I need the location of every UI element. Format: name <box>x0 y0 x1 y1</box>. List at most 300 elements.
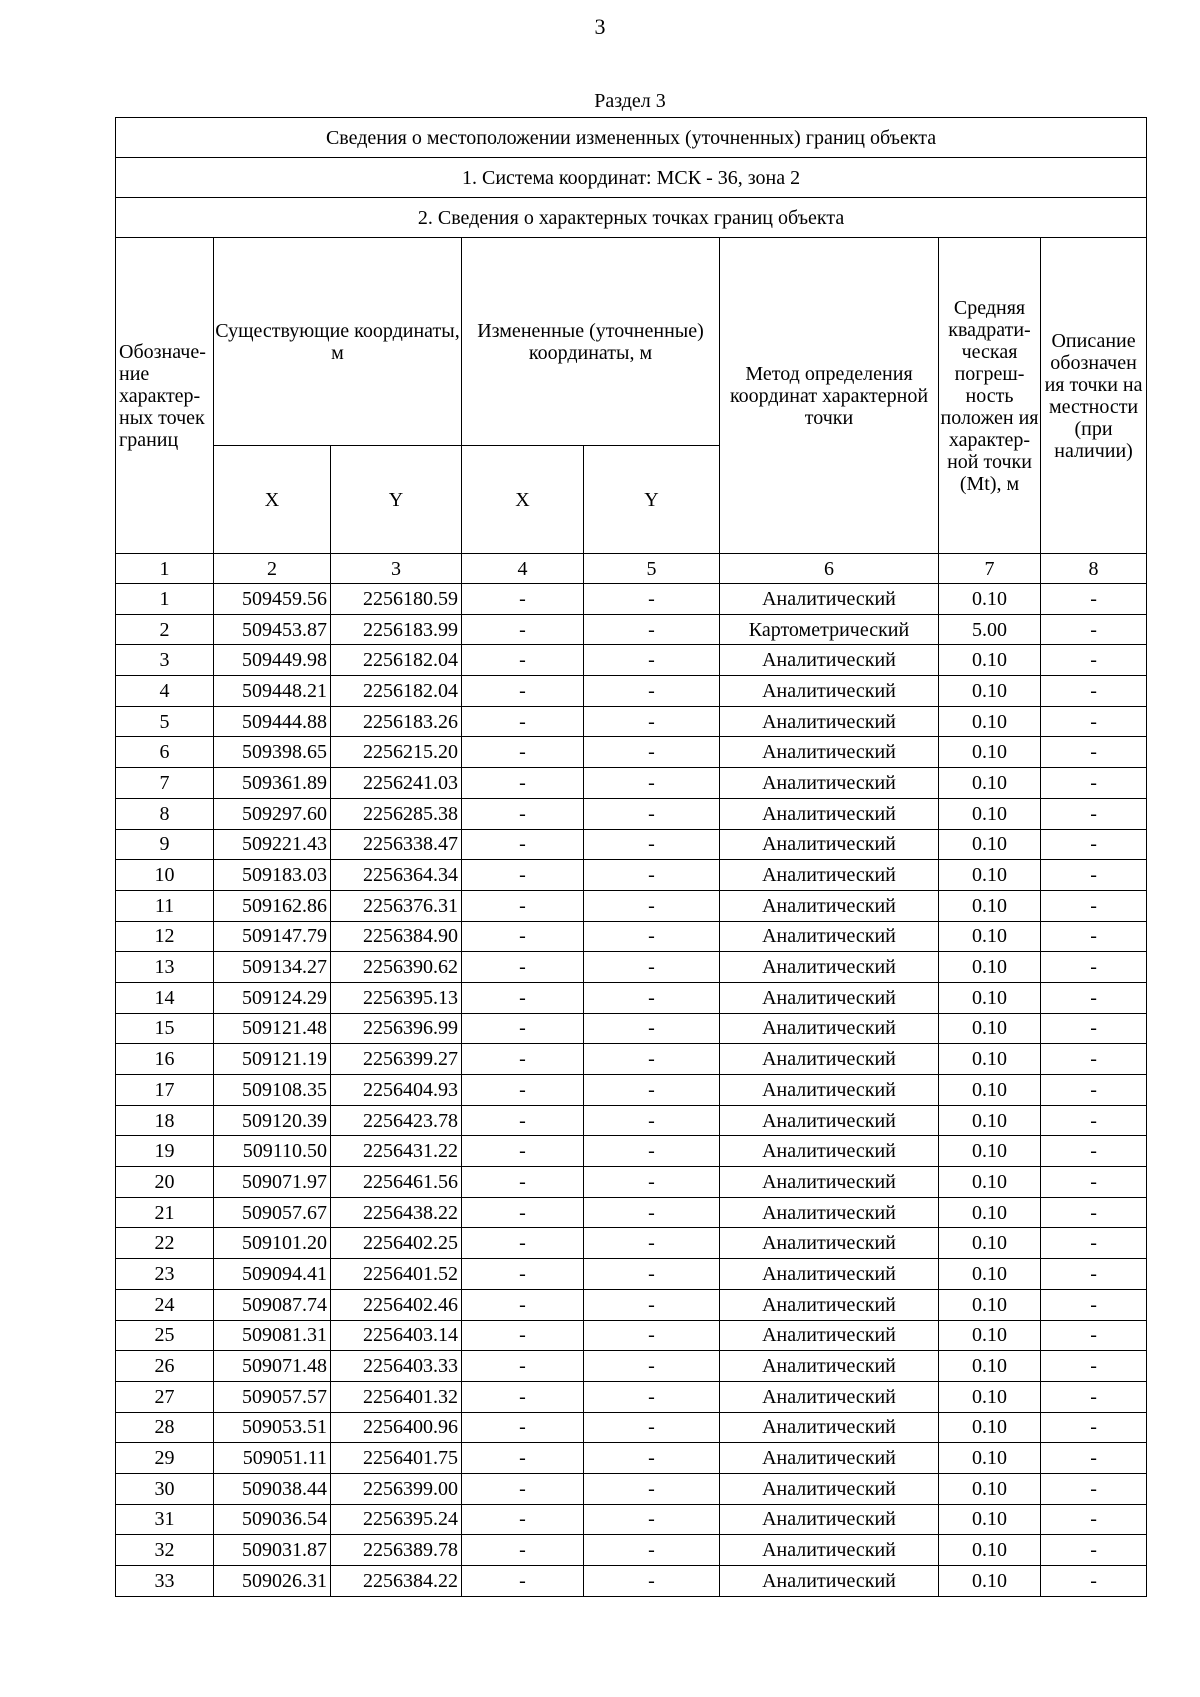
description-cell: - <box>1041 1535 1147 1566</box>
column-number: 4 <box>462 554 584 584</box>
changed-x-cell: - <box>462 1566 584 1597</box>
point-number-cell: 26 <box>116 1351 214 1382</box>
table-row <box>116 1167 1147 1198</box>
header-designation: Обозначе-ние характер-ных точек границ <box>116 238 214 554</box>
existing-y-cell: 2256183.26 <box>331 706 462 737</box>
description-cell: - <box>1041 890 1147 921</box>
description-cell: - <box>1041 1197 1147 1228</box>
point-number-cell: 1 <box>116 584 214 615</box>
method-cell: Аналитический <box>720 921 939 952</box>
description-cell: - <box>1041 706 1147 737</box>
changed-y-cell: - <box>584 798 720 829</box>
method-cell: Аналитический <box>720 890 939 921</box>
existing-y-cell: 2256182.04 <box>331 676 462 707</box>
method-cell: Аналитический <box>720 1075 939 1106</box>
table-row <box>116 1320 1147 1351</box>
changed-y-cell: - <box>584 1381 720 1412</box>
table-row <box>116 676 1147 707</box>
mt-cell: 0.10 <box>939 1320 1041 1351</box>
existing-x-cell: 509398.65 <box>214 737 331 768</box>
description-cell: - <box>1041 1412 1147 1443</box>
existing-y-cell: 2256182.04 <box>331 645 462 676</box>
table-row <box>116 1351 1147 1382</box>
existing-y-cell: 2256423.78 <box>331 1105 462 1136</box>
changed-y-cell: - <box>584 676 720 707</box>
method-cell: Аналитический <box>720 829 939 860</box>
table-row <box>116 1259 1147 1290</box>
section-label: Раздел 3 <box>594 90 666 112</box>
table-row <box>116 860 1147 891</box>
table-row <box>116 890 1147 921</box>
point-number-cell: 22 <box>116 1228 214 1259</box>
description-cell: - <box>1041 1504 1147 1535</box>
point-number-cell: 16 <box>116 1044 214 1075</box>
changed-y-cell: - <box>584 860 720 891</box>
existing-x-cell: 509108.35 <box>214 1075 331 1106</box>
existing-y-cell: 2256399.27 <box>331 1044 462 1075</box>
changed-x-cell: - <box>462 1197 584 1228</box>
existing-x-cell: 509057.67 <box>214 1197 331 1228</box>
mt-cell: 0.10 <box>939 1013 1041 1044</box>
coordinate-system: 1. Система координат: МСК - 36, зона 2 <box>116 158 1147 198</box>
changed-y-cell: - <box>584 952 720 983</box>
table-row <box>116 706 1147 737</box>
table-row <box>116 1075 1147 1106</box>
changed-y-cell: - <box>584 982 720 1013</box>
changed-y-cell: - <box>584 645 720 676</box>
table-row <box>116 1473 1147 1504</box>
table-row <box>116 1504 1147 1535</box>
existing-x-cell: 509031.87 <box>214 1535 331 1566</box>
point-number-cell: 31 <box>116 1504 214 1535</box>
point-number-cell: 29 <box>116 1443 214 1474</box>
description-cell: - <box>1041 1228 1147 1259</box>
changed-x-cell: - <box>462 921 584 952</box>
description-cell: - <box>1041 737 1147 768</box>
description-cell: - <box>1041 645 1147 676</box>
page-number: 3 <box>594 14 606 39</box>
description-cell: - <box>1041 768 1147 799</box>
existing-x-cell: 509162.86 <box>214 890 331 921</box>
method-cell: Аналитический <box>720 737 939 768</box>
method-cell: Аналитический <box>720 1566 939 1597</box>
changed-y-cell: - <box>584 1443 720 1474</box>
mt-cell: 0.10 <box>939 1075 1041 1106</box>
changed-x-cell: - <box>462 1443 584 1474</box>
header-method: Метод определения координат характерной точки <box>720 238 939 554</box>
header-existing-coordinates: Существующие координаты, м <box>214 238 462 446</box>
changed-y-cell: - <box>584 1228 720 1259</box>
description-cell: - <box>1041 1075 1147 1106</box>
changed-y-cell: - <box>584 829 720 860</box>
changed-x-cell: - <box>462 706 584 737</box>
boundary-points-table <box>115 117 1147 1597</box>
existing-y-cell: 2256390.62 <box>331 952 462 983</box>
changed-y-cell: - <box>584 1105 720 1136</box>
changed-x-cell: - <box>462 1351 584 1382</box>
existing-y-cell: 2256402.46 <box>331 1289 462 1320</box>
existing-x-cell: 509448.21 <box>214 676 331 707</box>
changed-y-cell: - <box>584 706 720 737</box>
method-cell: Аналитический <box>720 1197 939 1228</box>
description-cell: - <box>1041 1566 1147 1597</box>
table-row <box>116 798 1147 829</box>
header-existing-x: X <box>214 446 331 554</box>
changed-x-cell: - <box>462 1504 584 1535</box>
existing-x-cell: 509110.50 <box>214 1136 331 1167</box>
description-cell: - <box>1041 1473 1147 1504</box>
description-cell: - <box>1041 1105 1147 1136</box>
existing-x-cell: 509459.56 <box>214 584 331 615</box>
method-cell: Аналитический <box>720 860 939 891</box>
mt-cell: 0.10 <box>939 798 1041 829</box>
mt-cell: 0.10 <box>939 1412 1041 1443</box>
existing-x-cell: 509147.79 <box>214 921 331 952</box>
existing-y-cell: 2256396.99 <box>331 1013 462 1044</box>
changed-y-cell: - <box>584 1075 720 1106</box>
existing-y-cell: 2256399.00 <box>331 1473 462 1504</box>
table-row <box>116 1044 1147 1075</box>
method-cell: Аналитический <box>720 1381 939 1412</box>
description-cell: - <box>1041 1320 1147 1351</box>
existing-x-cell: 509057.57 <box>214 1381 331 1412</box>
method-cell: Аналитический <box>720 1351 939 1382</box>
changed-x-cell: - <box>462 1228 584 1259</box>
existing-y-cell: 2256400.96 <box>331 1412 462 1443</box>
existing-x-cell: 509183.03 <box>214 860 331 891</box>
header-changed-x: X <box>462 446 584 554</box>
point-number-cell: 6 <box>116 737 214 768</box>
existing-y-cell: 2256180.59 <box>331 584 462 615</box>
existing-y-cell: 2256404.93 <box>331 1075 462 1106</box>
existing-y-cell: 2256384.22 <box>331 1566 462 1597</box>
point-number-cell: 11 <box>116 890 214 921</box>
point-number-cell: 2 <box>116 614 214 645</box>
method-cell: Аналитический <box>720 676 939 707</box>
method-cell: Аналитический <box>720 768 939 799</box>
description-cell: - <box>1041 982 1147 1013</box>
point-number-cell: 5 <box>116 706 214 737</box>
changed-y-cell: - <box>584 614 720 645</box>
mt-cell: 0.10 <box>939 1105 1041 1136</box>
existing-x-cell: 509094.41 <box>214 1259 331 1290</box>
point-number-cell: 20 <box>116 1167 214 1198</box>
changed-x-cell: - <box>462 676 584 707</box>
changed-y-cell: - <box>584 1473 720 1504</box>
changed-x-cell: - <box>462 1105 584 1136</box>
changed-x-cell: - <box>462 584 584 615</box>
table-row <box>116 1566 1147 1597</box>
changed-x-cell: - <box>462 1381 584 1412</box>
existing-y-cell: 2256395.24 <box>331 1504 462 1535</box>
description-cell: - <box>1041 1013 1147 1044</box>
existing-y-cell: 2256401.75 <box>331 1443 462 1474</box>
existing-y-cell: 2256215.20 <box>331 737 462 768</box>
mt-cell: 5.00 <box>939 614 1041 645</box>
mt-cell: 0.10 <box>939 676 1041 707</box>
mt-cell: 0.10 <box>939 1566 1041 1597</box>
changed-y-cell: - <box>584 890 720 921</box>
table-row <box>116 1197 1147 1228</box>
existing-x-cell: 509121.19 <box>214 1044 331 1075</box>
method-cell: Аналитический <box>720 1136 939 1167</box>
existing-y-cell: 2256376.31 <box>331 890 462 921</box>
point-number-cell: 32 <box>116 1535 214 1566</box>
changed-y-cell: - <box>584 1289 720 1320</box>
method-cell: Аналитический <box>720 1504 939 1535</box>
changed-x-cell: - <box>462 768 584 799</box>
changed-x-cell: - <box>462 645 584 676</box>
existing-y-cell: 2256183.99 <box>331 614 462 645</box>
table-row <box>116 1535 1147 1566</box>
mt-cell: 0.10 <box>939 706 1041 737</box>
mt-cell: 0.10 <box>939 1381 1041 1412</box>
method-cell: Аналитический <box>720 952 939 983</box>
point-number-cell: 25 <box>116 1320 214 1351</box>
point-number-cell: 3 <box>116 645 214 676</box>
existing-y-cell: 2256431.22 <box>331 1136 462 1167</box>
existing-x-cell: 509124.29 <box>214 982 331 1013</box>
existing-x-cell: 509036.54 <box>214 1504 331 1535</box>
changed-x-cell: - <box>462 1535 584 1566</box>
changed-x-cell: - <box>462 982 584 1013</box>
existing-y-cell: 2256389.78 <box>331 1535 462 1566</box>
table-row <box>116 829 1147 860</box>
existing-x-cell: 509081.31 <box>214 1320 331 1351</box>
point-number-cell: 13 <box>116 952 214 983</box>
description-cell: - <box>1041 860 1147 891</box>
existing-y-cell: 2256395.13 <box>331 982 462 1013</box>
changed-x-cell: - <box>462 1075 584 1106</box>
existing-x-cell: 509297.60 <box>214 798 331 829</box>
mt-cell: 0.10 <box>939 829 1041 860</box>
changed-y-cell: - <box>584 1197 720 1228</box>
table-row <box>116 921 1147 952</box>
method-cell: Аналитический <box>720 1105 939 1136</box>
existing-x-cell: 509101.20 <box>214 1228 331 1259</box>
mt-cell: 0.10 <box>939 860 1041 891</box>
changed-y-cell: - <box>584 1566 720 1597</box>
existing-x-cell: 509053.51 <box>214 1412 331 1443</box>
column-number: 7 <box>939 554 1041 584</box>
method-cell: Аналитический <box>720 798 939 829</box>
existing-y-cell: 2256241.03 <box>331 768 462 799</box>
changed-y-cell: - <box>584 1412 720 1443</box>
point-number-cell: 7 <box>116 768 214 799</box>
changed-y-cell: - <box>584 1013 720 1044</box>
mt-cell: 0.10 <box>939 921 1041 952</box>
description-cell: - <box>1041 1259 1147 1290</box>
table-row <box>116 1381 1147 1412</box>
mt-cell: 0.10 <box>939 768 1041 799</box>
changed-y-cell: - <box>584 1351 720 1382</box>
existing-x-cell: 509120.39 <box>214 1105 331 1136</box>
existing-x-cell: 509087.74 <box>214 1289 331 1320</box>
mt-cell: 0.10 <box>939 737 1041 768</box>
table-row <box>116 1105 1147 1136</box>
existing-x-cell: 509051.11 <box>214 1443 331 1474</box>
method-cell: Аналитический <box>720 982 939 1013</box>
existing-x-cell: 509121.48 <box>214 1013 331 1044</box>
description-cell: - <box>1041 584 1147 615</box>
mt-cell: 0.10 <box>939 1167 1041 1198</box>
table-row <box>116 1013 1147 1044</box>
table-row <box>116 737 1147 768</box>
existing-y-cell: 2256338.47 <box>331 829 462 860</box>
mt-cell: 0.10 <box>939 1259 1041 1290</box>
column-numbers-row <box>116 554 1147 584</box>
point-number-cell: 18 <box>116 1105 214 1136</box>
changed-x-cell: - <box>462 1320 584 1351</box>
column-number: 6 <box>720 554 939 584</box>
changed-y-cell: - <box>584 921 720 952</box>
existing-x-cell: 509071.48 <box>214 1351 331 1382</box>
header-changed-y: Y <box>584 446 720 554</box>
changed-x-cell: - <box>462 737 584 768</box>
point-number-cell: 8 <box>116 798 214 829</box>
changed-x-cell: - <box>462 890 584 921</box>
changed-x-cell: - <box>462 1167 584 1198</box>
method-cell: Аналитический <box>720 1289 939 1320</box>
description-cell: - <box>1041 1044 1147 1075</box>
description-cell: - <box>1041 829 1147 860</box>
description-cell: - <box>1041 1289 1147 1320</box>
existing-y-cell: 2256461.56 <box>331 1167 462 1198</box>
method-cell: Аналитический <box>720 1320 939 1351</box>
existing-y-cell: 2256403.14 <box>331 1320 462 1351</box>
changed-y-cell: - <box>584 1136 720 1167</box>
mt-cell: 0.10 <box>939 1473 1041 1504</box>
description-cell: - <box>1041 1381 1147 1412</box>
mt-cell: 0.10 <box>939 890 1041 921</box>
existing-x-cell: 509361.89 <box>214 768 331 799</box>
method-cell: Аналитический <box>720 1473 939 1504</box>
mt-cell: 0.10 <box>939 645 1041 676</box>
existing-x-cell: 509071.97 <box>214 1167 331 1198</box>
table-row <box>116 1228 1147 1259</box>
method-cell: Аналитический <box>720 1228 939 1259</box>
column-number: 2 <box>214 554 331 584</box>
point-number-cell: 24 <box>116 1289 214 1320</box>
existing-x-cell: 509134.27 <box>214 952 331 983</box>
existing-y-cell: 2256403.33 <box>331 1351 462 1382</box>
description-cell: - <box>1041 952 1147 983</box>
changed-x-cell: - <box>462 1289 584 1320</box>
changed-x-cell: - <box>462 1136 584 1167</box>
description-cell: - <box>1041 1167 1147 1198</box>
existing-y-cell: 2256402.25 <box>331 1228 462 1259</box>
changed-y-cell: - <box>584 584 720 615</box>
description-cell: - <box>1041 798 1147 829</box>
method-cell: Аналитический <box>720 706 939 737</box>
method-cell: Аналитический <box>720 1167 939 1198</box>
point-number-cell: 15 <box>116 1013 214 1044</box>
header-description: Описание обозначен ия точки на местности (при наличии) <box>1041 238 1147 554</box>
changed-x-cell: - <box>462 798 584 829</box>
method-cell: Аналитический <box>720 1412 939 1443</box>
changed-y-cell: - <box>584 768 720 799</box>
method-cell: Аналитический <box>720 1443 939 1474</box>
changed-x-cell: - <box>462 1044 584 1075</box>
existing-y-cell: 2256438.22 <box>331 1197 462 1228</box>
changed-x-cell: - <box>462 1473 584 1504</box>
existing-y-cell: 2256364.34 <box>331 860 462 891</box>
point-number-cell: 30 <box>116 1473 214 1504</box>
mt-cell: 0.10 <box>939 1044 1041 1075</box>
method-cell: Аналитический <box>720 584 939 615</box>
description-cell: - <box>1041 1136 1147 1167</box>
mt-cell: 0.10 <box>939 1228 1041 1259</box>
method-cell: Картометрический <box>720 614 939 645</box>
changed-y-cell: - <box>584 1167 720 1198</box>
table-row <box>116 1443 1147 1474</box>
existing-y-cell: 2256401.52 <box>331 1259 462 1290</box>
table-row <box>116 1289 1147 1320</box>
header-existing-y: Y <box>331 446 462 554</box>
changed-x-cell: - <box>462 952 584 983</box>
description-cell: - <box>1041 676 1147 707</box>
existing-y-cell: 2256384.90 <box>331 921 462 952</box>
existing-x-cell: 509444.88 <box>214 706 331 737</box>
table-row <box>116 768 1147 799</box>
mt-cell: 0.10 <box>939 1504 1041 1535</box>
point-number-cell: 17 <box>116 1075 214 1106</box>
point-number-cell: 27 <box>116 1381 214 1412</box>
changed-x-cell: - <box>462 1013 584 1044</box>
existing-y-cell: 2256285.38 <box>331 798 462 829</box>
existing-x-cell: 509453.87 <box>214 614 331 645</box>
points-info-heading: 2. Сведения о характерных точках границ объекта <box>116 198 1147 238</box>
changed-y-cell: - <box>584 1320 720 1351</box>
table-row <box>116 614 1147 645</box>
existing-x-cell: 509449.98 <box>214 645 331 676</box>
description-cell: - <box>1041 1443 1147 1474</box>
changed-x-cell: - <box>462 1259 584 1290</box>
mt-cell: 0.10 <box>939 1289 1041 1320</box>
table-title: Сведения о местоположении измененных (уточненных) границ объекта <box>116 118 1147 158</box>
mt-cell: 0.10 <box>939 1351 1041 1382</box>
header-changed-coordinates: Измененные (уточненные) координаты, м <box>462 238 720 446</box>
existing-y-cell: 2256401.32 <box>331 1381 462 1412</box>
point-number-cell: 4 <box>116 676 214 707</box>
method-cell: Аналитический <box>720 1259 939 1290</box>
mt-cell: 0.10 <box>939 1535 1041 1566</box>
changed-y-cell: - <box>584 1259 720 1290</box>
changed-x-cell: - <box>462 829 584 860</box>
method-cell: Аналитический <box>720 1013 939 1044</box>
table-row <box>116 645 1147 676</box>
point-number-cell: 12 <box>116 921 214 952</box>
column-number: 1 <box>116 554 214 584</box>
description-cell: - <box>1041 921 1147 952</box>
changed-x-cell: - <box>462 860 584 891</box>
point-number-cell: 9 <box>116 829 214 860</box>
point-number-cell: 19 <box>116 1136 214 1167</box>
changed-y-cell: - <box>584 1535 720 1566</box>
mt-cell: 0.10 <box>939 584 1041 615</box>
changed-y-cell: - <box>584 737 720 768</box>
point-number-cell: 33 <box>116 1566 214 1597</box>
mt-cell: 0.10 <box>939 982 1041 1013</box>
method-cell: Аналитический <box>720 645 939 676</box>
point-number-cell: 14 <box>116 982 214 1013</box>
column-number: 8 <box>1041 554 1147 584</box>
changed-y-cell: - <box>584 1504 720 1535</box>
column-number: 5 <box>584 554 720 584</box>
table-row <box>116 1412 1147 1443</box>
existing-x-cell: 509026.31 <box>214 1566 331 1597</box>
table-row <box>116 584 1147 615</box>
